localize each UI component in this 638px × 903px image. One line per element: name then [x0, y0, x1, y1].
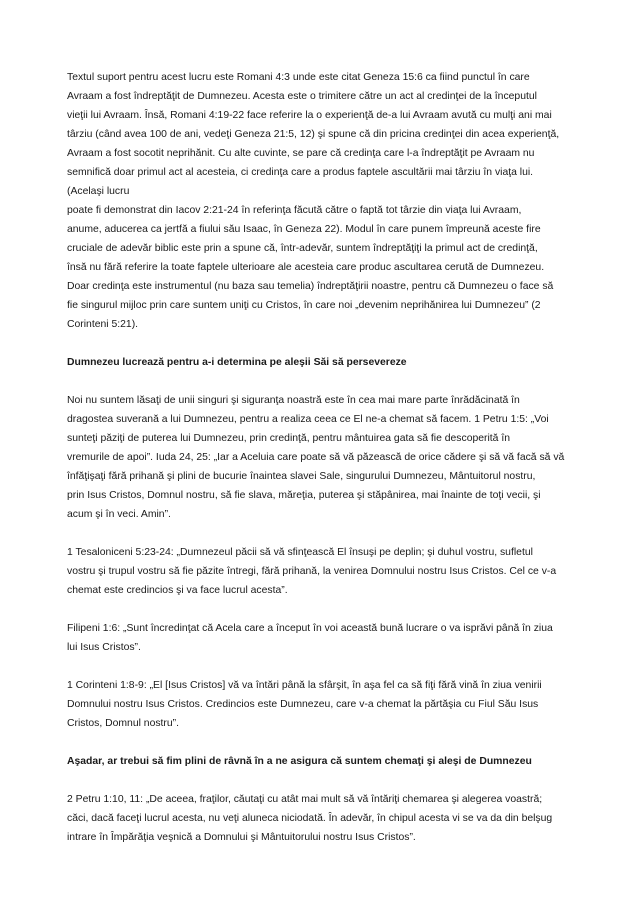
paragraph-1-petru-1-5: Noi nu suntem lăsaţi de unii singuri şi siguranţa noastră este în cea mai mare parte înrădăcinată în dragostea suverană a lui Dumnezeu, pentru a realiza ceea ce El ne-a chemat să facem. 1 Petru 1:5: „Voi sunteţi păziţi de puterea lui Dumnezeu, prin credinţă, pentru mântuirea gata să fie descoperită în vremurile de apoi”. Iuda 24, 25: „Iar a Aceluia care poate să vă păzească de orice cădere şi să vă facă să vă înfăţişaţi fără prihană şi plini de bucurie înaintea slavei Sale, singurului Dumnezeu, Mântuitorul nostru, prin Isus Cristos, Domnul nostru, să fie slava, măreţia, puterea şi stăpânirea, mai înainte de toţi vecii, şi acum şi în veci. Amin”. — [67, 395, 565, 520]
paragraph-romani-4-3: Textul suport pentru acest lucru este Romani 4:3 unde este citat Geneza 15:6 ca fiind punctul în care Avraam a fost îndreptăţit de Dumnezeu. Acesta este o trimitere către un act al credinţei de la începutul vieţii lui Avraam. Însă, Romani 4:19-22 face referire la o experienţă de-a lui Avraam avută cu mulţi ani mai târziu (când avea 100 de ani, vedeţi Geneza 21:5, 12) şi spune că din pricina credinţei din acea experienţă, Avraam a fost socotit neprihănit. Cu alte cuvinte, se pare că credinţa care l-a îndreptăţit pe Avraam nu semnifică doar primul act al acesteia, ci credinţa care a produs faptele ascultării mai târziu în viaţa lui. (Acelaşi lucru — [67, 72, 560, 197]
paragraph-1-corinteni: 1 Corinteni 1:8-9: „El [Isus Cristos] vă va întări până la sfârşit, în aşa fel ca să fiţi fără vină în ziua venirii Domnului nostru Isus Cristos. Credincios este Dumnezeu, care v-a chemat la părtăşia cu Fiul Său Isus Cristos, Domnul nostru”. — [67, 680, 542, 729]
paragraph-2-petru: 2 Petru 1:10, 11: „De aceea, fraţilor, căutaţi cu atât mai mult să vă întăriţi chemarea şi alegerea voastră; căci, dacă faceţi lucrul acesta, nu veţi aluneca niciodată. În adevăr, în chipul acesta vi se va da din belşug intrare în Împărăţia veşnică a Domnului şi Mântuitorului nostru Isus Cristos”. — [67, 794, 553, 843]
paragraph-1-tesaloniceni: 1 Tesaloniceni 5:23-24: „Dumnezeul păcii să vă sfinţească El însuşi pe deplin; şi duhul vostru, sufletul vostru şi trupul vostru să fie păzite întregi, fără prihană, la venirea Domnului nostru Isus Cristos. Cel ce v-a chemat este credincios şi va face lucrul acesta”. — [67, 547, 557, 596]
paragraph-filipeni: Filipeni 1:6: „Sunt încredinţat că Acela care a început în voi această bună lucrare o va isprăvi până în ziua lui Isus Cristos”. — [67, 623, 553, 653]
section-heading-perseverance: Dumnezeu lucrează pentru a-i determina pe aleşii Săi să persevereze — [67, 357, 407, 368]
section-heading-calling: Aşadar, ar trebui să fim plini de râvnă în a ne asigura că suntem chemaţi şi aleşi de Dumnezeu — [67, 756, 532, 767]
document-page — [67, 68, 573, 866]
paragraph-iacov-2: poate fi demonstrat din Iacov 2:21-24 în referinţa făcută către o faptă tot târzie din viaţa lui Avraam, anume, aducerea ca jertfă a fiului său Isaac, în Geneza 22). Modul în care punem împreună aceste fire cruciale de adevăr biblic este prin a spune că, într-adevăr, suntem îndreptăţiţi la primul act de credinţă, însă nu fără referire la toate faptele ulterioare ale acesteia care produc ascultarea cerută de Dumnezeu. Doar credinţa este instrumentul (nu baza sau temelia) îndreptăţirii noastre, pentru că Dumnezeu o face să fie singurul mijloc prin care suntem uniţi cu Cristos, în care noi „devenim neprihănirea lui Dumnezeu” (2 Corinteni 5:21). — [67, 205, 554, 330]
